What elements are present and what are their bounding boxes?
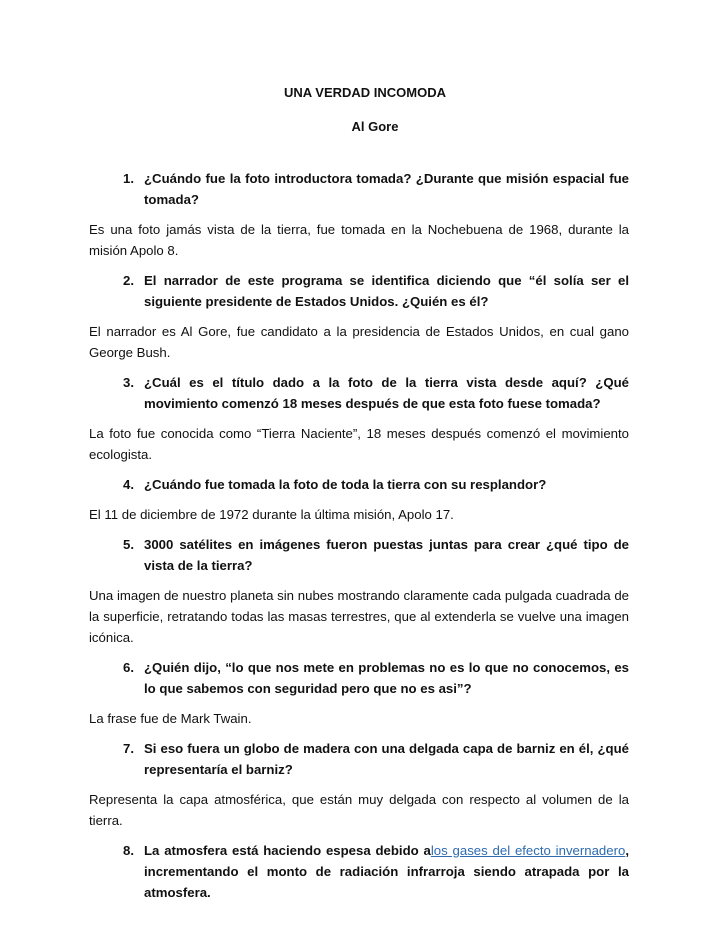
- question-4: [123, 474, 629, 495]
- document-body: [89, 168, 629, 912]
- question-7: [123, 738, 629, 780]
- question-8: [123, 840, 629, 903]
- question-1: [123, 168, 629, 210]
- question-6: [123, 657, 629, 699]
- answer-1: Es una foto jamás vista de la tierra, fue tomada en la Nochebuena de 1968, durante la misión Apolo 8.: [89, 222, 629, 258]
- question-text: ¿Cuál es el título dado a la foto de la tierra vista desde aquí? ¿Qué movimiento comenzó 18 meses después de que esta foto fuese tomada?: [144, 375, 629, 411]
- question-number: 6.: [123, 660, 134, 675]
- answer-7: Representa la capa atmosférica, que están muy delgada con respecto al volumen de la tierra.: [89, 792, 629, 828]
- question-text: 3000 satélites en imágenes fueron puestas juntas para crear ¿qué tipo de vista de la tierra?: [144, 537, 629, 573]
- question-text: Si eso fuera un globo de madera con una delgada capa de barniz en él, ¿qué representaría el barniz?: [144, 741, 629, 777]
- question-number: 7.: [123, 741, 134, 756]
- question-text: ¿Quién dijo, “lo que nos mete en problemas no es lo que no conocemos, es lo que sabemos con seguridad pero que no es asi”?: [144, 660, 629, 696]
- question-text: El narrador de este programa se identifica diciendo que “él solía ser el siguiente presidente de Estados Unidos. ¿Quién es él?: [144, 273, 629, 309]
- question-5: [123, 534, 629, 576]
- question-3: [123, 372, 629, 414]
- answer-2: El narrador es Al Gore, fue candidato a la presidencia de Estados Unidos, en cual gano George Bush.: [89, 324, 629, 360]
- question-number: 4.: [123, 477, 134, 492]
- answer-4: El 11 de diciembre de 1972 durante la última misión, Apolo 17.: [89, 507, 454, 522]
- question-2: [123, 270, 629, 312]
- document-author: Al Gore: [351, 119, 399, 134]
- question-text-after: , incrementando el monto de radiación infrarroja siendo atrapada por la atmosfera.: [144, 843, 629, 900]
- question-number: 1.: [123, 171, 134, 186]
- question-number: 5.: [123, 537, 134, 552]
- question-number: 2.: [123, 273, 134, 288]
- question-number: 8.: [123, 843, 134, 858]
- answer-3: La foto fue conocida como “Tierra Naciente”, 18 meses después comenzó el movimiento ecologista.: [89, 426, 629, 462]
- answer-5: Una imagen de nuestro planeta sin nubes mostrando claramente cada pulgada cuadrada de la superficie, retratando todas las masas terrestres, que al extenderla se vuelve una imagen icónica.: [89, 588, 629, 645]
- answer-6: La frase fue de Mark Twain.: [89, 711, 252, 726]
- greenhouse-gases-link[interactable]: los gases del efecto invernadero: [430, 843, 626, 858]
- question-text-before: La atmosfera está haciendo espesa debido a: [144, 843, 431, 858]
- document-title: UNA VERDAD INCOMODA: [283, 85, 447, 100]
- question-text: ¿Cuándo fue tomada la foto de toda la tierra con su resplandor?: [144, 477, 547, 492]
- question-text: [144, 840, 629, 903]
- question-text: ¿Cuándo fue la foto introductora tomada? ¿Durante que misión espacial fue tomada?: [144, 171, 629, 207]
- question-number: 3.: [123, 375, 134, 390]
